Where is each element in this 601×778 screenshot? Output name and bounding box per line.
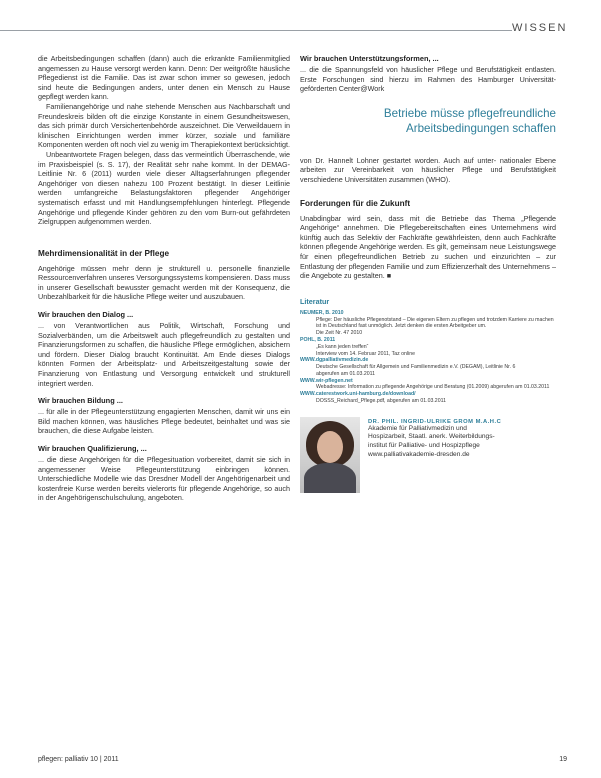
section-heading: Forderungen für die Zukunft xyxy=(300,198,411,208)
literature-line: Deutsche Gesellschaft für Allgemein und Familienmedizin e.V. (DEGAM), Leitlinie Nr. 6 xyxy=(316,364,516,371)
paragraph-text: Unabdingbar wird sein, dass mit die Betriebe das Thema „Pflegende Angehörige“ annehmen. Die Pflegebereitschaften eines Unternehmens wird künftig auch das Selektiv der Fachkräfte gewährleisten, denn auch Fachkräfte können pflegende Angehörige werden. Es gilt, gemeinsam neue Leistungswege für einen pflegefreundlichen Betrieb zu suchen und einzurichten – zur Entlastung der pflegenden Familie und zum Effizienzerhalt des Unternehmens – die Angebote zu gestalten. xyxy=(300,213,556,281)
literature-line: Interview vom 14. Februar 2011, Taz online xyxy=(316,350,415,357)
subsection-title: Wir brauchen den Dialog ... xyxy=(38,310,134,320)
author-line: institut für Palliative- und Hospizpflege xyxy=(368,442,480,450)
literature-item xyxy=(300,310,556,317)
literature-line: DOSSS_Reichard_Pflege.pdf, abgerufen am 01.03.2011 xyxy=(316,398,446,405)
paragraph: Angehörige müssen mehr denn je strukturell u. personelle finanzielle Ressourcenverfahren unseres Versorgungssystems kompensieren. Dass muss in unserer Gesellschaft bewusster gemacht werden mit der Konsequenz, die Unbezahlbarkeit für die häusliche Pflege weiter und auszubauen. xyxy=(38,263,290,302)
subsection-text: ... für alle in der Pflegeunterstützung engagierten Menschen, damit wir uns ein Bild machen können, was häusliches Pflege bedeutet, beinhaltet und was sie brauchen, die diese Aufgabe leisten. xyxy=(38,407,290,436)
right-column xyxy=(300,54,556,507)
author-photo xyxy=(300,417,360,493)
paragraph: von Dr. Hannelt Lohner gestartet worden. Auch auf unter- nationaler Ebene arbeiten zur Vereinbarkeit von häuslicher Pflege und Berufstätigkeit verschiedene Universitäten zusammen (WHO). xyxy=(300,155,556,184)
literature-item xyxy=(300,357,556,364)
literature-list xyxy=(300,310,556,405)
section-body xyxy=(38,264,290,302)
literature-line: Webadresse: Information zu pflegende Angehörige und Beratung (01.2009) abgerufen am 01.03.2011 xyxy=(316,384,550,391)
literature-line: Die Zeit Nr. 47 2010 xyxy=(316,330,363,337)
subsection-title: Wir brauchen Unterstützungsformen, ... xyxy=(300,54,439,63)
subsection-text: ... von Verantwortlichen aus Politik, Wirtschaft, Forschung und Sozialverbänden, um die Arbeitswelt auch pflegefreundlich zu gestalten und Finanzierungsformen zu schaffen, die häusliche Pflege ermöglichen, absichern und fördern. Dieser Dialog braucht Kontinuität. Am Ende dieses Dialogs könnten Formen der Arbeitsplatz- und Arbeitszeitgestaltung sowie der Finanzierung von Entlastung und Versorgung entwickelt und strukturell integriert werden. xyxy=(38,321,290,388)
literature-line: Pflege: Der häusliche Pflegenotstand – Die eigenen Eltern zu pflegen und trotzdem Karriere zu machen ist in Deutschland fast unmöglich. Jetzt denken die ersten Arbeitgeber um. xyxy=(316,316,554,330)
literature-title: Literatur xyxy=(300,296,330,306)
literature-item xyxy=(300,378,556,385)
subsection-dialog xyxy=(38,310,290,388)
footer-magazine: pflegen: palliativ 10 | 2011 xyxy=(38,756,119,763)
end-mark: ■ xyxy=(386,271,392,281)
paragraph xyxy=(300,214,556,281)
section-heading: Mehrdimensionalität in der Pflege xyxy=(38,248,170,258)
pull-quote: Betriebe müsse pflegefreundliche Arbeitsbedingungen schaffen xyxy=(383,106,556,135)
literature-author: WWW.wir-pflegen.net xyxy=(300,377,353,384)
literature-line: „Es kann jeden treffen“ xyxy=(316,343,369,350)
subsection-text: ... die die Spannungsfeld von häuslicher Pflege und Berufstätigkeit entlasten. Erste Forschungen sind hierzu im Rahmen des Hamburger Universität-geförderten Center@Work xyxy=(300,65,556,94)
author-name: DR. PHIL. INGRID-ULRIKE GROM M.A.H.C xyxy=(368,418,502,425)
author-website-link[interactable]: www.palliativakademie-dresden.de xyxy=(368,450,470,458)
author-box xyxy=(300,417,556,507)
author-info xyxy=(368,419,554,459)
intro-paragraphs xyxy=(38,54,290,227)
section-tag: WISSEN xyxy=(512,22,568,34)
literature-author: NEUMER, B. 2010 xyxy=(300,309,344,316)
literature-author: WWW.caterestwork.uni-hamburg.de/download/ xyxy=(300,391,416,398)
subsection-title: Wir brauchen Qualifizierung, ... xyxy=(38,444,147,453)
author-line: Akademie für Palliativmedizin und xyxy=(368,424,467,432)
header-rule xyxy=(0,30,512,31)
subsection-title: Wir brauchen Bildung ... xyxy=(38,396,123,406)
literature-item xyxy=(300,391,556,398)
paragraph: die Arbeitsbedingungen schaffen (dann) auch die erkrankte Familienmitglied angemessen zu Hause versorgt werden kann. Denn: Der weitgrößte häusliche Pflegedienst ist die Familie. Das ist zwar schon immer so gewesen, jedoch sind heute die Bedingungen anders, unter denen ein Mensch zu Hause gepflegt werden kann. xyxy=(38,54,290,102)
literature-author: POHL, B. 2011 xyxy=(300,336,336,343)
literature-author: WWW.dgpalliativmedizin.de xyxy=(300,357,369,364)
literature-item xyxy=(300,337,556,344)
subsection-bildung xyxy=(38,396,290,436)
author-line: Hospizarbeit, Staatl. anerk. Weiterbildungs- xyxy=(368,433,495,441)
subsection-qualifizierung xyxy=(38,444,290,503)
paragraph: Unbeantwortete Fragen belegen, dass das vermeintlich Überraschende, wie im Praxisbeispiel (s. S. 17), der Realität sehr nahe kommt. In der DEMAG-Leitlinie Nr. 6 (2011) wurden viele dieser Alltagserfahrungen pflegender Angehöriger von diesen nahezu 100 Prozent bestätigt. In dieser Leitlinie werden umfangreiche Belastungsfaktoren pflegender Angehöriger systematisch erfasst und mit Handlungsempfehlungen hinterlegt. Pflegende Angehörige und pflegende Kinder gehören zu den vom Burn-out gefährdeten Zielgruppen aufgenommen werden. xyxy=(38,149,290,227)
literature-line: abgerufen am 01.03.2011 xyxy=(316,370,376,377)
page-number: 19 xyxy=(559,756,567,763)
left-column xyxy=(38,54,290,511)
subsection-text: ... die diese Angehörigen für die Pflegesituation vorbereitet, damit sie sich in angemessener Weise Pflegeunterstützung einbringen können. Unterschiedliche Modelle wie das Dresdner Modell der Angehörigenarbeit und kostenfreie Kurse werden bereits vielerorts für pflegende Angehörige, so auch in der Angehörigenschulschulung, angeboten. xyxy=(38,455,290,503)
paragraph: Familienangehörige und nahe stehende Menschen aus Nachbarschaft und Freundeskreis bilden oft die einzige Konstante in einem Gesundheitswesen, das sich primär durch Versichertenbehörde auszeichnet. Die Verweildauern in klinischen Einrichtungen werden immer kürzer, soziale und familiäre Komponenten werden oft noch viel zu wenig im Therapiekontext berücksichtigt. xyxy=(38,101,290,150)
